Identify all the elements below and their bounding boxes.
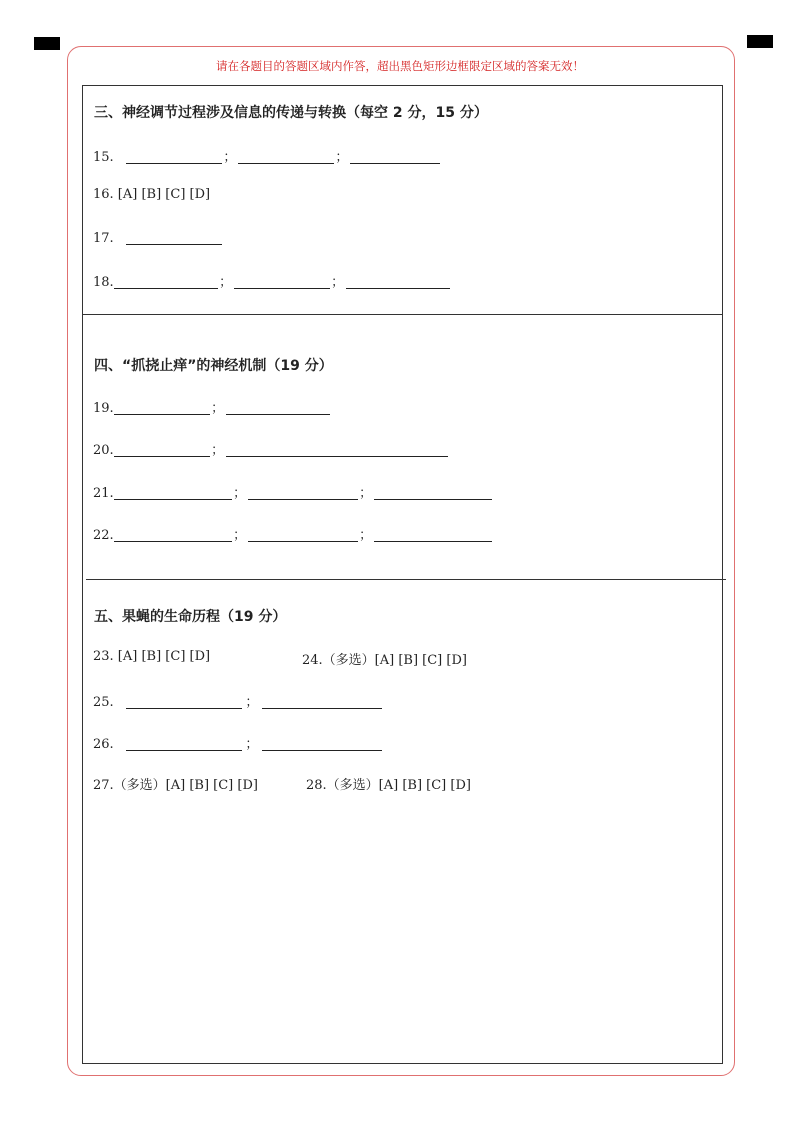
answer-blank-18-2[interactable] (234, 274, 330, 289)
question-15-number: 15. (93, 150, 114, 165)
section-5-title: 五、果蝇的生命历程（19 分） (94, 609, 287, 625)
question-25 (93, 691, 382, 710)
separator: ； (211, 401, 225, 416)
question-18-number: 18. (93, 275, 114, 290)
question-17 (93, 230, 222, 246)
separator: ； (223, 150, 237, 165)
separator: ； (359, 528, 373, 543)
question-27[interactable]: 27.（多选）[A] [B] [C] [D] (93, 778, 258, 793)
separator: ； (211, 443, 225, 458)
separator: ； (335, 150, 349, 165)
separator: ； (219, 275, 233, 290)
question-18 (93, 271, 450, 290)
question-25-number: 25. (93, 695, 114, 710)
answer-blank-21-2[interactable] (248, 485, 358, 500)
answer-blank-22-1[interactable] (114, 527, 232, 542)
section-4-title: 四、“抓挠止痒”的神经机制（19 分） (94, 358, 333, 374)
question-26-number: 26. (93, 737, 114, 752)
separator: ； (233, 486, 247, 501)
question-28[interactable]: 28.（多选）[A] [B] [C] [D] (306, 778, 471, 793)
answer-blank-21-3[interactable] (374, 485, 492, 500)
answer-blank-18-1[interactable] (114, 274, 218, 289)
answer-blank-22-3[interactable] (374, 527, 492, 542)
question-26 (93, 733, 382, 752)
separator: ； (245, 737, 259, 752)
question-19-number: 19. (93, 401, 114, 416)
alignment-marker-right (747, 35, 773, 48)
question-22-number: 22. (93, 528, 114, 543)
answer-blank-21-1[interactable] (114, 485, 232, 500)
separator: ； (359, 486, 373, 501)
question-21-number: 21. (93, 486, 114, 501)
alignment-marker-left (34, 37, 60, 50)
question-17-number: 17. (93, 231, 114, 246)
answer-notice: 请在各题目的答题区域内作答，超出黑色矩形边框限定区域的答案无效！ (216, 59, 584, 73)
answer-blank-20-2[interactable] (226, 442, 448, 457)
question-20-number: 20. (93, 443, 114, 458)
answer-blank-19-2[interactable] (226, 400, 330, 415)
separator: ； (245, 695, 259, 710)
question-23[interactable]: 23. [A] [B] [C] [D] (93, 649, 211, 664)
question-16[interactable]: 16. [A] [B] [C] [D] (93, 187, 211, 202)
question-20 (93, 439, 448, 458)
section-divider-2 (86, 579, 726, 580)
section-divider-1 (82, 314, 723, 315)
answer-blank-20-1[interactable] (114, 442, 210, 457)
section-3-title: 三、神经调节过程涉及信息的传递与转换（每空 2 分，15 分） (94, 105, 488, 121)
answer-blank-26-1[interactable] (126, 736, 242, 751)
separator: ； (233, 528, 247, 543)
question-19 (93, 397, 330, 416)
answer-blank-25-1[interactable] (126, 694, 242, 709)
separator: ； (331, 275, 345, 290)
question-21 (93, 482, 492, 501)
question-15 (93, 146, 440, 165)
answer-blank-15-1[interactable] (126, 149, 222, 164)
question-24[interactable]: 24.（多选）[A] [B] [C] [D] (302, 653, 467, 668)
question-22 (93, 524, 492, 543)
answer-blank-17-1[interactable] (126, 230, 222, 245)
answer-blank-22-2[interactable] (248, 527, 358, 542)
answer-blank-19-1[interactable] (114, 400, 210, 415)
answer-blank-26-2[interactable] (262, 736, 382, 751)
answer-blank-15-3[interactable] (350, 149, 440, 164)
answer-blank-18-3[interactable] (346, 274, 450, 289)
answer-blank-15-2[interactable] (238, 149, 334, 164)
answer-blank-25-2[interactable] (262, 694, 382, 709)
